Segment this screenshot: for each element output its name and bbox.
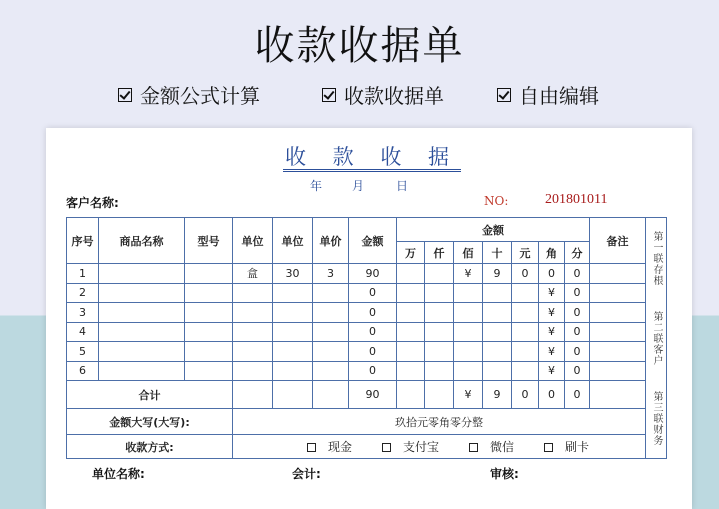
cell-price[interactable]: 3 (313, 264, 349, 284)
payment-option-label: 微信 (490, 440, 515, 454)
cell-product[interactable] (99, 322, 185, 342)
cell-digit (425, 264, 454, 284)
cell-digit (512, 303, 539, 323)
total-digit: 0 (539, 381, 565, 409)
header-amount-group: 金额 (397, 218, 590, 242)
cell-product[interactable] (99, 361, 185, 381)
cell-price[interactable] (313, 342, 349, 362)
cell-empty (273, 381, 313, 409)
header-digit: 佰 (454, 242, 483, 264)
cell-model[interactable] (185, 264, 233, 284)
checkbox-icon (118, 88, 132, 102)
cell-digit: 0 (565, 361, 590, 381)
cell-empty (233, 381, 273, 409)
payment-option[interactable] (469, 438, 514, 455)
unit-name-label: 单位名称: (92, 467, 145, 481)
date-day-label: 日 (396, 179, 409, 193)
header-remark: 备注 (590, 218, 646, 264)
header-digit: 角 (539, 242, 565, 264)
table-row (67, 283, 667, 303)
cell-amount[interactable]: 0 (349, 361, 397, 381)
copy-labels (646, 218, 667, 459)
table-row (67, 342, 667, 362)
accountant-label: 会计: (292, 467, 321, 481)
total-digit: 0 (512, 381, 539, 409)
cell-unit2[interactable] (273, 342, 313, 362)
copy-label-customer: 第二联客户 (651, 310, 662, 366)
payment-option-label: 刷卡 (565, 440, 590, 454)
cell-empty (313, 381, 349, 409)
cell-amount[interactable]: 0 (349, 303, 397, 323)
cell-digit (512, 283, 539, 303)
receipt-sheet (46, 128, 692, 509)
customer-name-label: 客户名称: (66, 196, 119, 210)
total-label: 合计 (67, 381, 233, 409)
total-digit: 0 (565, 381, 590, 409)
cell-price[interactable] (313, 361, 349, 381)
cell-digit: 0 (565, 303, 590, 323)
cell-digit: 0 (539, 264, 565, 284)
header-product: 商品名称 (99, 218, 185, 264)
receipt-title: 收 款 收 据 (283, 146, 461, 172)
payment-label: 收款方式: (67, 435, 233, 459)
cell-unit2[interactable] (273, 361, 313, 381)
header-price: 单价 (313, 218, 349, 264)
feature-list (0, 80, 719, 110)
cell-unit2[interactable] (273, 283, 313, 303)
cell-digit (397, 322, 425, 342)
payment-options (233, 435, 646, 459)
cell-model[interactable] (185, 283, 233, 303)
cell-amount[interactable]: 0 (349, 322, 397, 342)
header-digit: 十 (483, 242, 512, 264)
payment-row (67, 435, 667, 459)
table-row (67, 322, 667, 342)
copy-label-finance: 第三联财务 (651, 390, 662, 446)
cell-digit: 0 (565, 264, 590, 284)
checkbox-icon (497, 88, 511, 102)
cell-remark[interactable] (590, 342, 646, 362)
cell-unit2[interactable] (273, 322, 313, 342)
header-amount: 金额 (349, 218, 397, 264)
cell-digit (512, 361, 539, 381)
cell-remark[interactable] (590, 303, 646, 323)
cell-product[interactable] (99, 303, 185, 323)
cell-digit: ¥ (539, 342, 565, 362)
cell-seq[interactable]: 6 (67, 361, 99, 381)
cell-digit (425, 303, 454, 323)
date-year-label: 年 (310, 179, 323, 193)
cell-model[interactable] (185, 322, 233, 342)
cell-amount[interactable]: 0 (349, 342, 397, 362)
total-row (67, 381, 667, 409)
feature-label: 金额公式计算 (140, 84, 260, 108)
cell-remark[interactable] (590, 361, 646, 381)
cell-digit (397, 283, 425, 303)
cell-digit (454, 322, 483, 342)
cell-digit (454, 283, 483, 303)
cell-seq[interactable]: 5 (67, 342, 99, 362)
receipt-number-label: NO: (484, 194, 509, 208)
cell-unit1[interactable] (233, 283, 273, 303)
header-model: 型号 (185, 218, 233, 264)
cell-amount[interactable]: 90 (349, 264, 397, 284)
cell-model[interactable] (185, 361, 233, 381)
cell-price[interactable] (313, 283, 349, 303)
cell-seq[interactable]: 3 (67, 303, 99, 323)
payment-option[interactable] (382, 438, 439, 455)
total-digit (397, 381, 425, 409)
cell-digit: ¥ (539, 322, 565, 342)
cell-digit (483, 361, 512, 381)
table-row (67, 361, 667, 381)
cell-unit2[interactable]: 30 (273, 264, 313, 284)
feature-item (322, 80, 444, 109)
cell-product[interactable] (99, 283, 185, 303)
cell-digit (397, 361, 425, 381)
cell-digit (454, 342, 483, 362)
header-seq: 序号 (67, 218, 99, 264)
feature-item (118, 80, 260, 109)
cell-price[interactable] (313, 322, 349, 342)
cell-digit: 0 (565, 342, 590, 362)
payment-option[interactable] (307, 438, 352, 455)
cell-digit (483, 322, 512, 342)
cell-digit (425, 283, 454, 303)
cell-remark[interactable] (590, 264, 646, 284)
cell-digit: 0 (512, 264, 539, 284)
cell-digit (483, 303, 512, 323)
auditor-label: 审核: (490, 467, 519, 481)
cell-seq[interactable]: 4 (67, 322, 99, 342)
feature-label: 收款收据单 (344, 84, 444, 108)
receipt-number-value: 201801011 (545, 192, 608, 207)
cell-digit (454, 303, 483, 323)
cell-model[interactable] (185, 303, 233, 323)
cell-digit (454, 361, 483, 381)
cell-digit: ¥ (539, 283, 565, 303)
cell-digit: ¥ (539, 303, 565, 323)
cell-seq[interactable]: 2 (67, 283, 99, 303)
cell-unit1[interactable] (233, 342, 273, 362)
cell-unit1[interactable] (233, 303, 273, 323)
cell-digit (397, 303, 425, 323)
cell-digit (397, 342, 425, 362)
cell-digit: ¥ (454, 264, 483, 284)
cell-digit (425, 342, 454, 362)
checkbox-icon[interactable] (307, 443, 316, 452)
capital-label: 金额大写(大写): (67, 409, 233, 435)
cell-unit1[interactable] (233, 361, 273, 381)
cell-amount[interactable]: 0 (349, 283, 397, 303)
table-row (67, 303, 667, 323)
cell-digit: 9 (483, 264, 512, 284)
cell-digit (425, 322, 454, 342)
header-digit: 分 (565, 242, 590, 264)
header-unit: 单位 (233, 218, 273, 264)
total-amount: 90 (349, 381, 397, 409)
receipt-table (66, 217, 667, 459)
total-digit: ¥ (454, 381, 483, 409)
header-unit: 单位 (273, 218, 313, 264)
cell-remark[interactable] (590, 283, 646, 303)
page-title: 收款收据单 (254, 23, 465, 69)
capital-row (67, 409, 667, 435)
checkbox-icon (322, 88, 336, 102)
cell-price[interactable] (313, 303, 349, 323)
capital-value[interactable]: 玖拾元零角零分整 (233, 409, 646, 435)
cell-digit (483, 342, 512, 362)
cell-unit1[interactable]: 盒 (233, 264, 273, 284)
total-digit: 9 (483, 381, 512, 409)
header-digit: 仟 (425, 242, 454, 264)
cell-model[interactable] (185, 342, 233, 362)
copy-label-stub: 第一联存根 (651, 230, 662, 286)
cell-digit (397, 264, 425, 284)
checkbox-icon[interactable] (382, 443, 391, 452)
cell-remark[interactable] (590, 322, 646, 342)
checkbox-icon[interactable] (544, 443, 553, 452)
header-digit: 万 (397, 242, 425, 264)
cell-digit: 0 (565, 322, 590, 342)
total-digit (425, 381, 454, 409)
cell-seq[interactable]: 1 (67, 264, 99, 284)
cell-empty (590, 381, 646, 409)
checkbox-icon[interactable] (469, 443, 478, 452)
cell-digit: ¥ (539, 361, 565, 381)
table-row (67, 264, 667, 284)
feature-label: 自由编辑 (519, 84, 599, 108)
payment-option-label: 现金 (328, 440, 353, 454)
cell-digit (512, 342, 539, 362)
cell-unit1[interactable] (233, 322, 273, 342)
cell-digit (512, 322, 539, 342)
cell-digit: 0 (565, 283, 590, 303)
date-month-label: 月 (352, 179, 365, 193)
cell-digit (483, 283, 512, 303)
feature-item (497, 80, 599, 109)
payment-option-label: 支付宝 (403, 440, 440, 454)
cell-digit (425, 361, 454, 381)
header-digit: 元 (512, 242, 539, 264)
cell-product[interactable] (99, 264, 185, 284)
payment-option[interactable] (544, 438, 589, 455)
cell-unit2[interactable] (273, 303, 313, 323)
cell-product[interactable] (99, 342, 185, 362)
